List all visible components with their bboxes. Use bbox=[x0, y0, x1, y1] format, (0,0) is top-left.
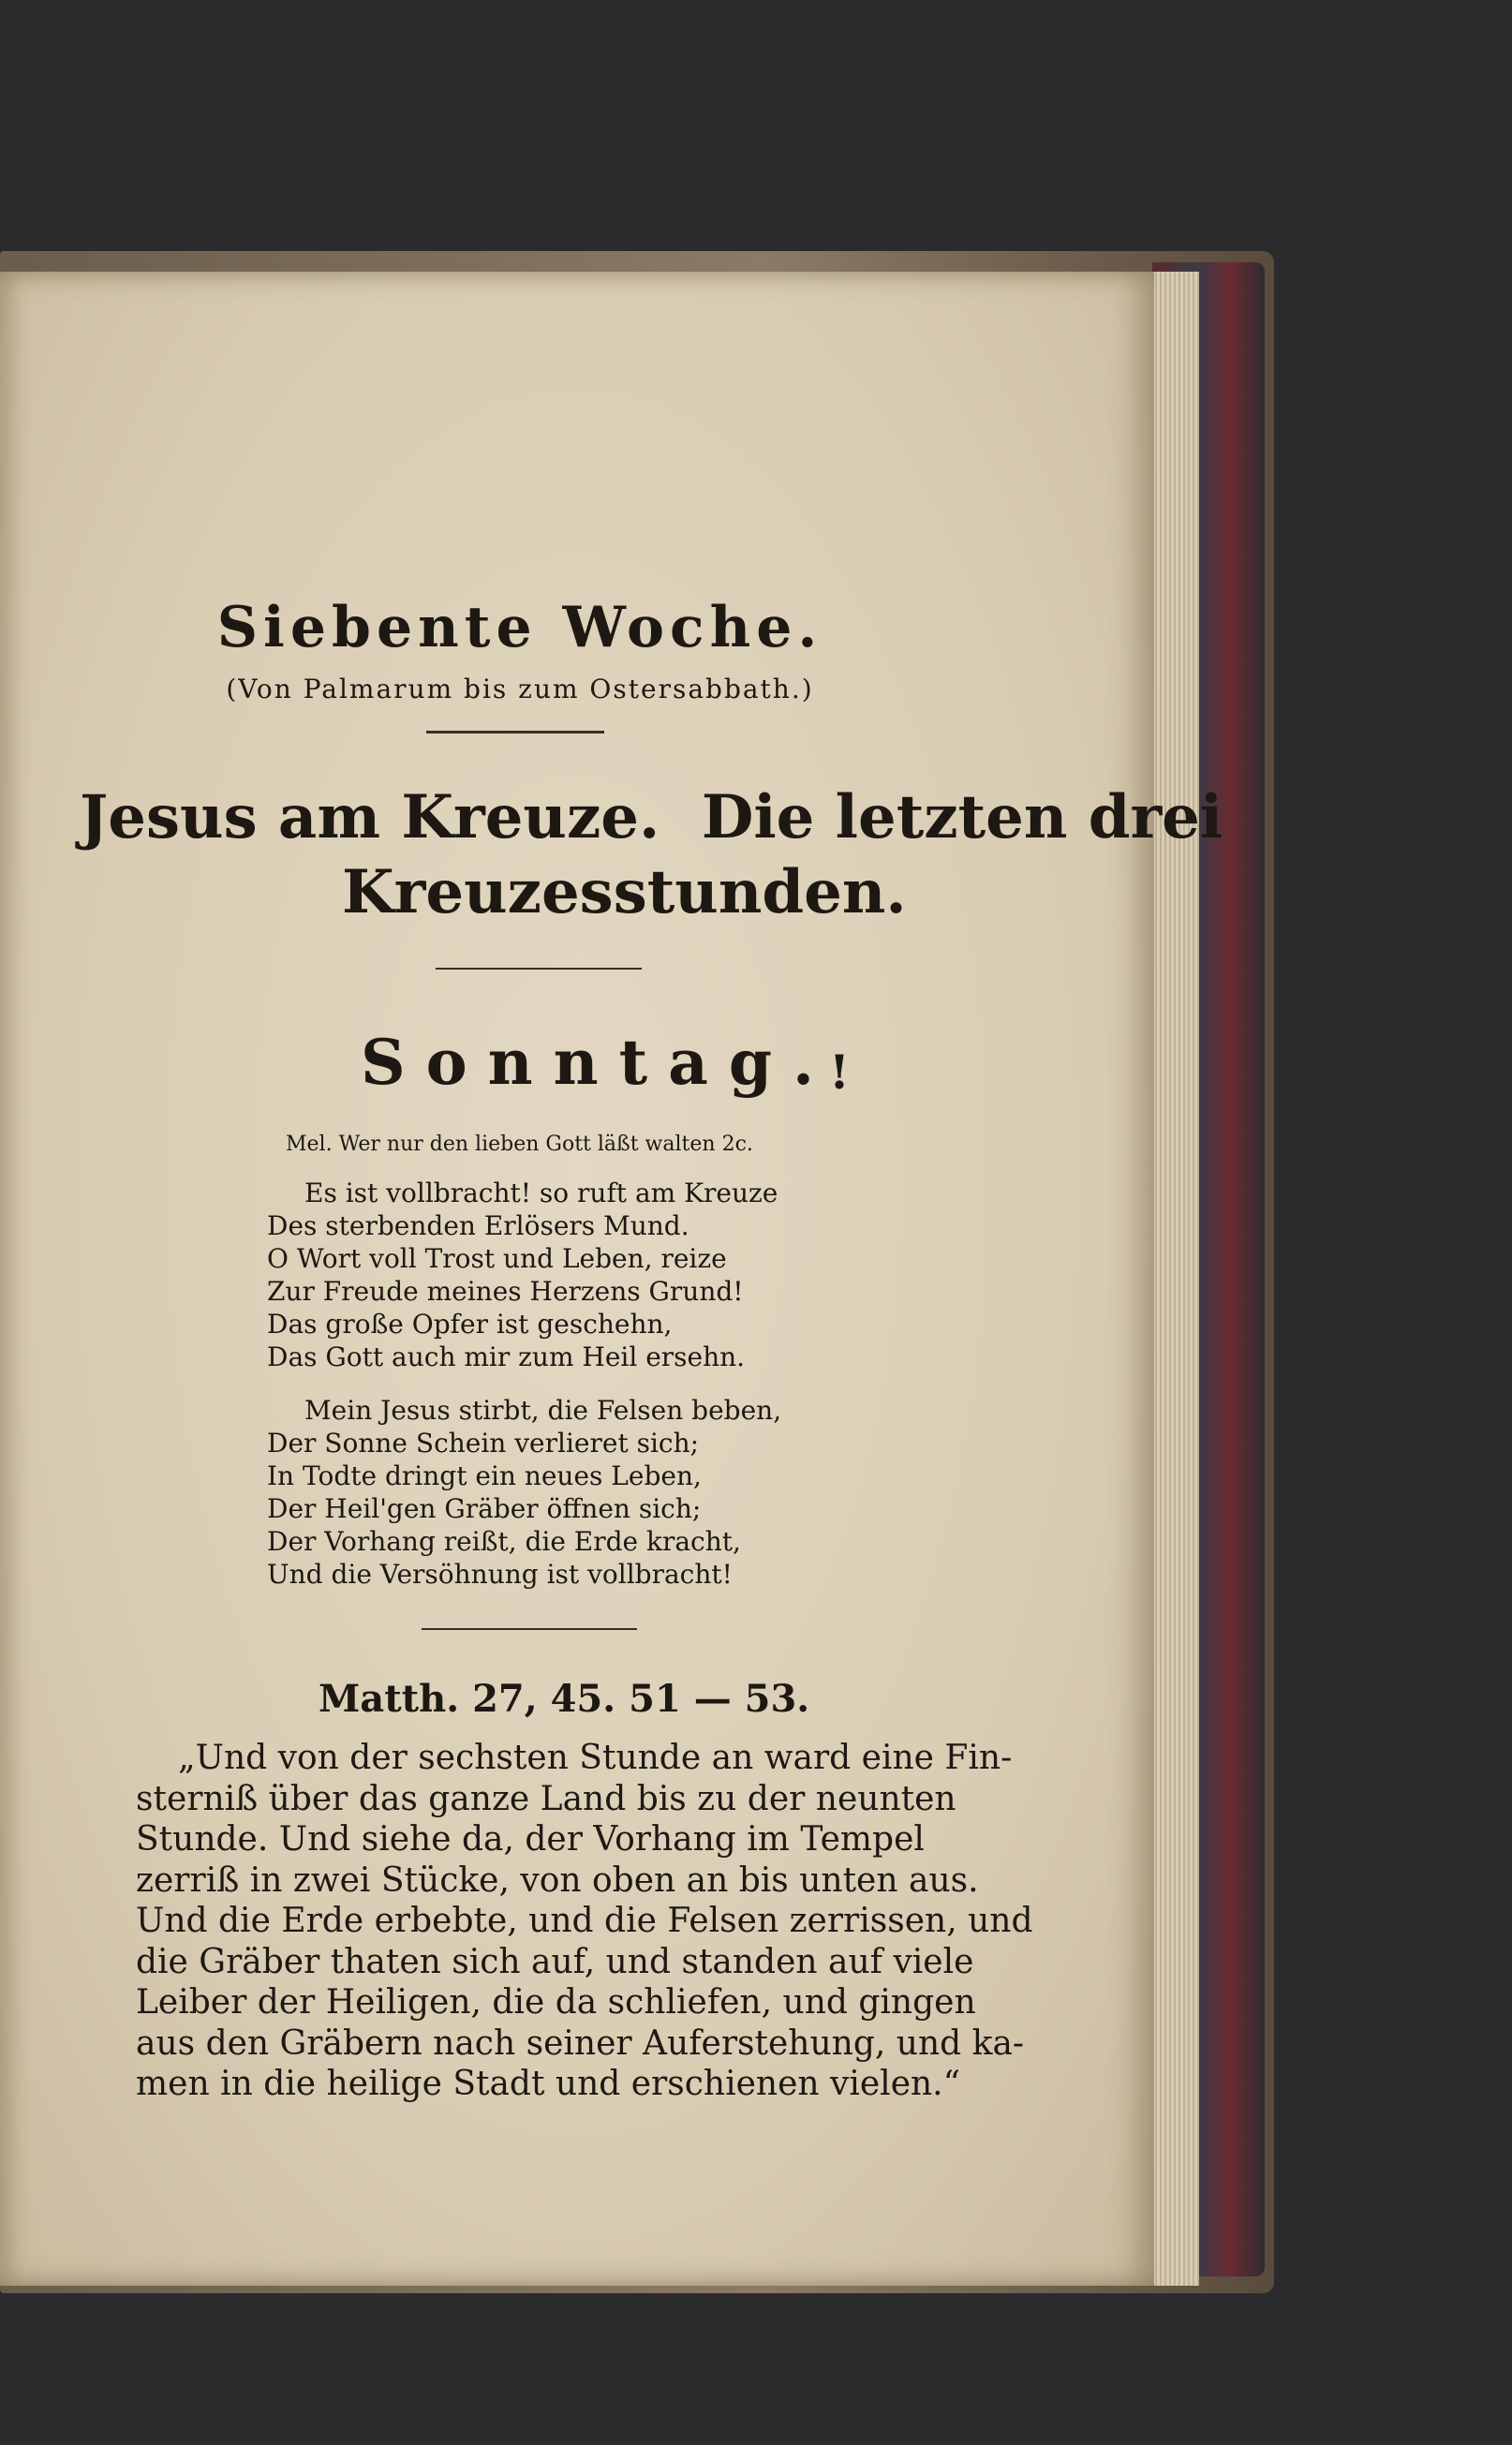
divider-rule bbox=[436, 968, 642, 970]
scripture-passage bbox=[136, 1738, 1033, 2105]
day-heading: Sonntag. bbox=[361, 1026, 836, 1099]
hymn-line: Mein Jesus stirbt, die Felsen beben, bbox=[304, 1395, 782, 1426]
hymn-line: Der Vorhang reißt, die Erde kracht, bbox=[267, 1526, 741, 1557]
hymn-line: Das große Opfer ist geschehn, bbox=[267, 1309, 673, 1340]
scripture-reference: Matth. 27, 45. 51 — 53. bbox=[319, 1677, 810, 1721]
hymn-stanza-2 bbox=[267, 1394, 979, 1591]
melody-line: Mel. Wer nur den lieben Gott läßt walten 2c. bbox=[286, 1133, 753, 1156]
topic-line-1: Jesus am Kreuze. Die letzten drei bbox=[80, 782, 1223, 852]
page-content bbox=[80, 520, 1223, 2105]
printer-mark: ! bbox=[829, 1045, 850, 1100]
hymn-line: O Wort voll Trost und Leben, reize bbox=[267, 1243, 727, 1274]
hymn-line: Das Gott auch mir zum Heil ersehn. bbox=[267, 1341, 746, 1372]
hymn-stanza-1 bbox=[267, 1177, 979, 1373]
topic-heading bbox=[80, 780, 1223, 930]
scripture-line: aus den Gräbern nach seiner Auferstehung, und ka- bbox=[136, 2023, 1025, 2063]
scripture-line: Leiber der Heiligen, die da schliefen, und gingen bbox=[136, 1983, 976, 2022]
scripture-line: zerriß in zwei Stücke, von oben an bis unten aus. bbox=[136, 1860, 979, 1900]
hymn-line: Der Sonne Schein verlieret sich; bbox=[267, 1428, 700, 1459]
hymn-line: Des sterbenden Erlösers Mund. bbox=[267, 1210, 689, 1241]
hymn-line: Und die Versöhnung ist vollbracht! bbox=[267, 1559, 733, 1590]
hymn-line: In Todte dringt ein neues Leben, bbox=[267, 1460, 702, 1491]
week-title: Siebente Woche. bbox=[216, 595, 823, 660]
scripture-line: men in die heilige Stadt und erschienen vielen.“ bbox=[136, 2065, 961, 2103]
hymn-line: Der Heil'gen Gräber öffnen sich; bbox=[267, 1493, 702, 1524]
scripture-line: die Gräber thaten sich auf, und standen auf viele bbox=[136, 1942, 974, 1981]
scripture-line: Und die Erde erbebte, und die Felsen zerrissen, und bbox=[136, 1902, 1033, 1940]
divider-rule bbox=[426, 731, 604, 734]
scripture-line: sterniß über das ganze Land bis zu der neunten bbox=[136, 1779, 956, 1818]
hymn-line: Es ist vollbracht! so ruft am Kreuze bbox=[304, 1178, 778, 1208]
hymn-line: Zur Freude meines Herzens Grund! bbox=[267, 1276, 744, 1307]
week-subtitle: (Von Palmarum bis zum Ostersabbath.) bbox=[226, 674, 814, 704]
divider-rule bbox=[422, 1628, 637, 1630]
scripture-line: Stunde. Und siehe da, der Vorhang im Tempel bbox=[136, 1820, 925, 1859]
topic-line-2: Kreuzesstunden. bbox=[342, 857, 907, 927]
scripture-line: „Und von der sechsten Stunde an ward eine Fin- bbox=[178, 1739, 1013, 1777]
